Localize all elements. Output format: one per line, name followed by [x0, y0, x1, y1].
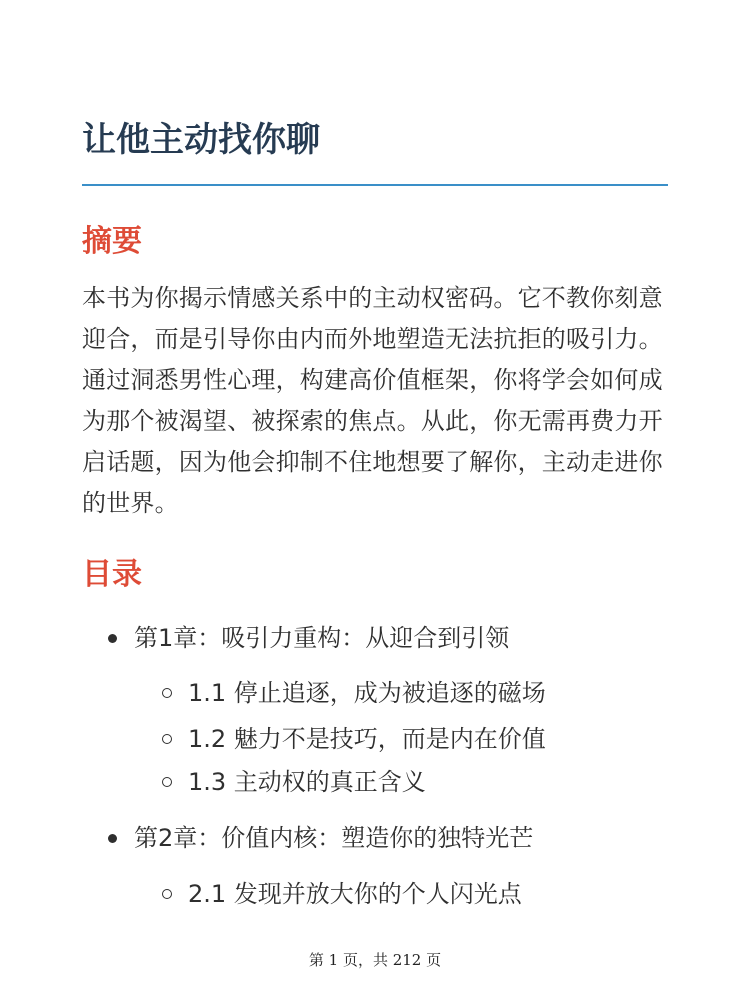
book-title: 让他主动找你聊 — [82, 120, 320, 160]
bullet-circle-icon — [162, 777, 172, 787]
bullet-circle-icon — [162, 688, 172, 698]
toc-item-label: 1.3 主动权的真正含义 — [188, 768, 426, 796]
toc-item-label: 第2章：价值内核：塑造你的独特光芒 — [134, 824, 534, 852]
toc-heading: 目录 — [82, 557, 142, 592]
summary-heading: 摘要 — [82, 224, 142, 259]
toc-item-label: 2.1 发现并放大你的个人闪光点 — [188, 880, 522, 908]
page-number-footer: 第 1 页，共 212 页 — [308, 951, 442, 969]
toc-item-label: 1.2 魅力不是技巧，而是内在价值 — [188, 725, 546, 753]
title-divider — [82, 184, 668, 186]
bullet-circle-icon — [162, 734, 172, 744]
bullet-disc-icon — [108, 834, 117, 843]
toc-item-label: 第1章：吸引力重构：从迎合到引领 — [134, 624, 510, 652]
summary-paragraph: 本书为你揭示情感关系中的主动权密码。它不教你刻意迎合，而是引导你由内而外地塑造无法抗拒的吸引力。通过洞悉男性心理，构建高价值框架，你将学会如何成为那个被渴望、被探索的焦点。从此，你无需再费力开启话题，因为他会抑制不住地想要了解你，主动走进你的世界。 — [82, 284, 663, 517]
bullet-disc-icon — [108, 634, 117, 643]
bullet-circle-icon — [162, 889, 172, 899]
toc-item-label: 1.1 停止追逐，成为被追逐的磁场 — [188, 679, 546, 707]
